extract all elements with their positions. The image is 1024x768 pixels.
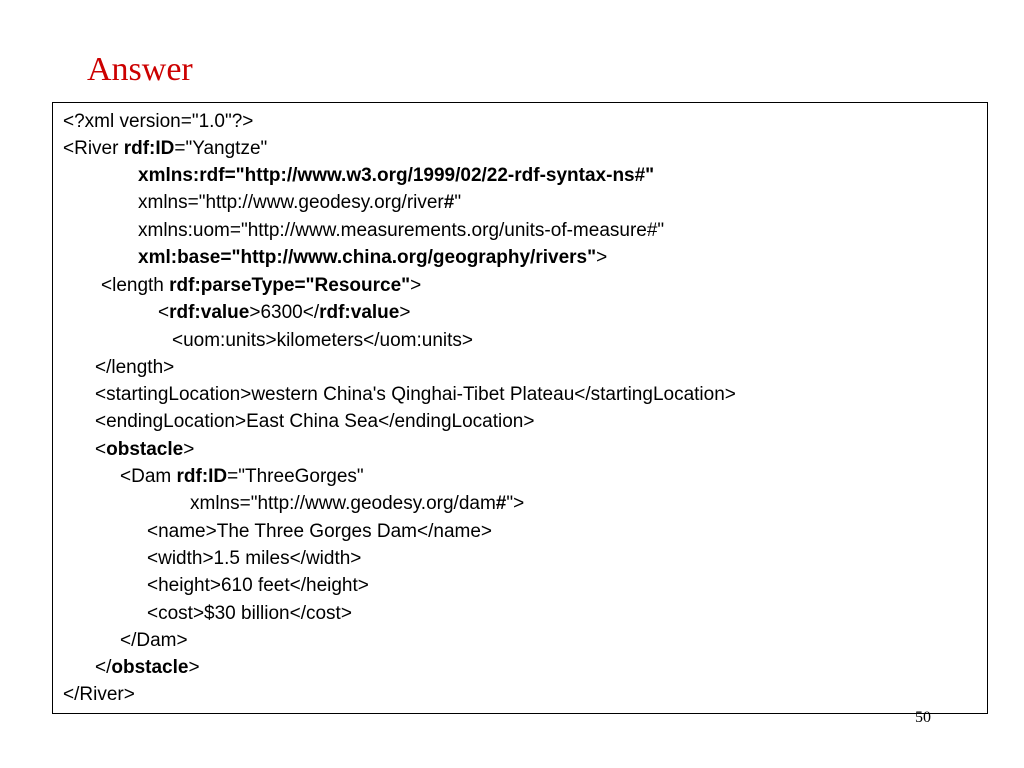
- code-line: [147, 518, 492, 545]
- code-keyword: xml:base="http://www.china.org/geography/rivers": [138, 247, 597, 268]
- code-text: >: [410, 275, 422, 296]
- code-text: >6300</: [249, 302, 320, 323]
- code-line: [95, 381, 736, 408]
- code-text: <: [95, 439, 107, 460]
- code-keyword: rdf:ID: [123, 138, 175, 159]
- code-line: [138, 189, 461, 216]
- code-text: >: [399, 302, 411, 323]
- code-text: <name>The Three Gorges Dam</name>: [147, 521, 493, 542]
- code-line: [63, 681, 135, 708]
- code-line: [138, 217, 664, 244]
- code-line: [147, 600, 352, 627]
- code-line: [147, 572, 369, 599]
- code-keyword: #: [443, 192, 455, 213]
- code-line: [138, 162, 654, 189]
- code-line: [120, 463, 364, 490]
- code-line: [158, 299, 410, 326]
- code-text: >: [183, 439, 195, 460]
- code-line: [63, 135, 267, 162]
- code-text: </Dam>: [120, 630, 188, 651]
- code-keyword: obstacle: [111, 657, 189, 678]
- code-text: <startingLocation>western China's Qinghai-Tibet Plateau</startingLocation>: [95, 384, 736, 405]
- code-text: xmlns="http://www.geodesy.org/river: [138, 192, 444, 213]
- code-keyword: rdf:value: [169, 302, 250, 323]
- code-keyword: rdf:ID: [176, 466, 228, 487]
- code-text: xmlns="http://www.geodesy.org/dam: [190, 493, 496, 514]
- code-line: [138, 244, 607, 271]
- code-text: <Dam: [120, 466, 177, 487]
- code-line: [172, 327, 473, 354]
- page-number: 50: [915, 709, 931, 726]
- code-keyword: rdf:parseType="Resource": [169, 275, 411, 296]
- code-text: xmlns:uom="http://www.measurements.org/units-of-measure#": [138, 220, 665, 241]
- code-text: <endingLocation>East China Sea</endingLocation>: [95, 411, 535, 432]
- code-text: ">: [506, 493, 525, 514]
- code-keyword: rdf:value: [319, 302, 400, 323]
- code-line: [147, 545, 361, 572]
- code-line: [190, 490, 524, 517]
- code-line: [95, 354, 174, 381]
- code-text: <cost>$30 billion</cost>: [147, 603, 352, 624]
- code-text: <River: [63, 138, 124, 159]
- code-line: [95, 436, 194, 463]
- code-keyword: xmlns:rdf="http://www.w3.org/1999/02/22-rdf-syntax-ns#": [138, 165, 655, 186]
- code-line: [63, 108, 253, 135]
- code-text: <: [158, 302, 170, 323]
- code-text: ="ThreeGorges": [227, 466, 364, 487]
- code-line: [120, 627, 188, 654]
- code-keyword: obstacle: [106, 439, 184, 460]
- code-text: ="Yangtze": [174, 138, 268, 159]
- code-text: <height>610 feet</height>: [147, 575, 369, 596]
- code-keyword: #: [495, 493, 507, 514]
- code-text: </length>: [95, 357, 175, 378]
- code-text: </: [95, 657, 112, 678]
- code-text: <width>1.5 miles</width>: [147, 548, 362, 569]
- code-text: >: [188, 657, 200, 678]
- code-line: [95, 654, 200, 681]
- code-line: [101, 272, 421, 299]
- code-text: >: [596, 247, 608, 268]
- code-text: </River>: [63, 684, 135, 705]
- code-text: <length: [101, 275, 170, 296]
- code-line: [95, 408, 534, 435]
- code-text: <uom:units>kilometers</uom:units>: [172, 330, 473, 351]
- code-text: ": [454, 192, 462, 213]
- code-text: <?xml version="1.0"?>: [63, 111, 254, 132]
- slide-title: Answer: [87, 51, 193, 88]
